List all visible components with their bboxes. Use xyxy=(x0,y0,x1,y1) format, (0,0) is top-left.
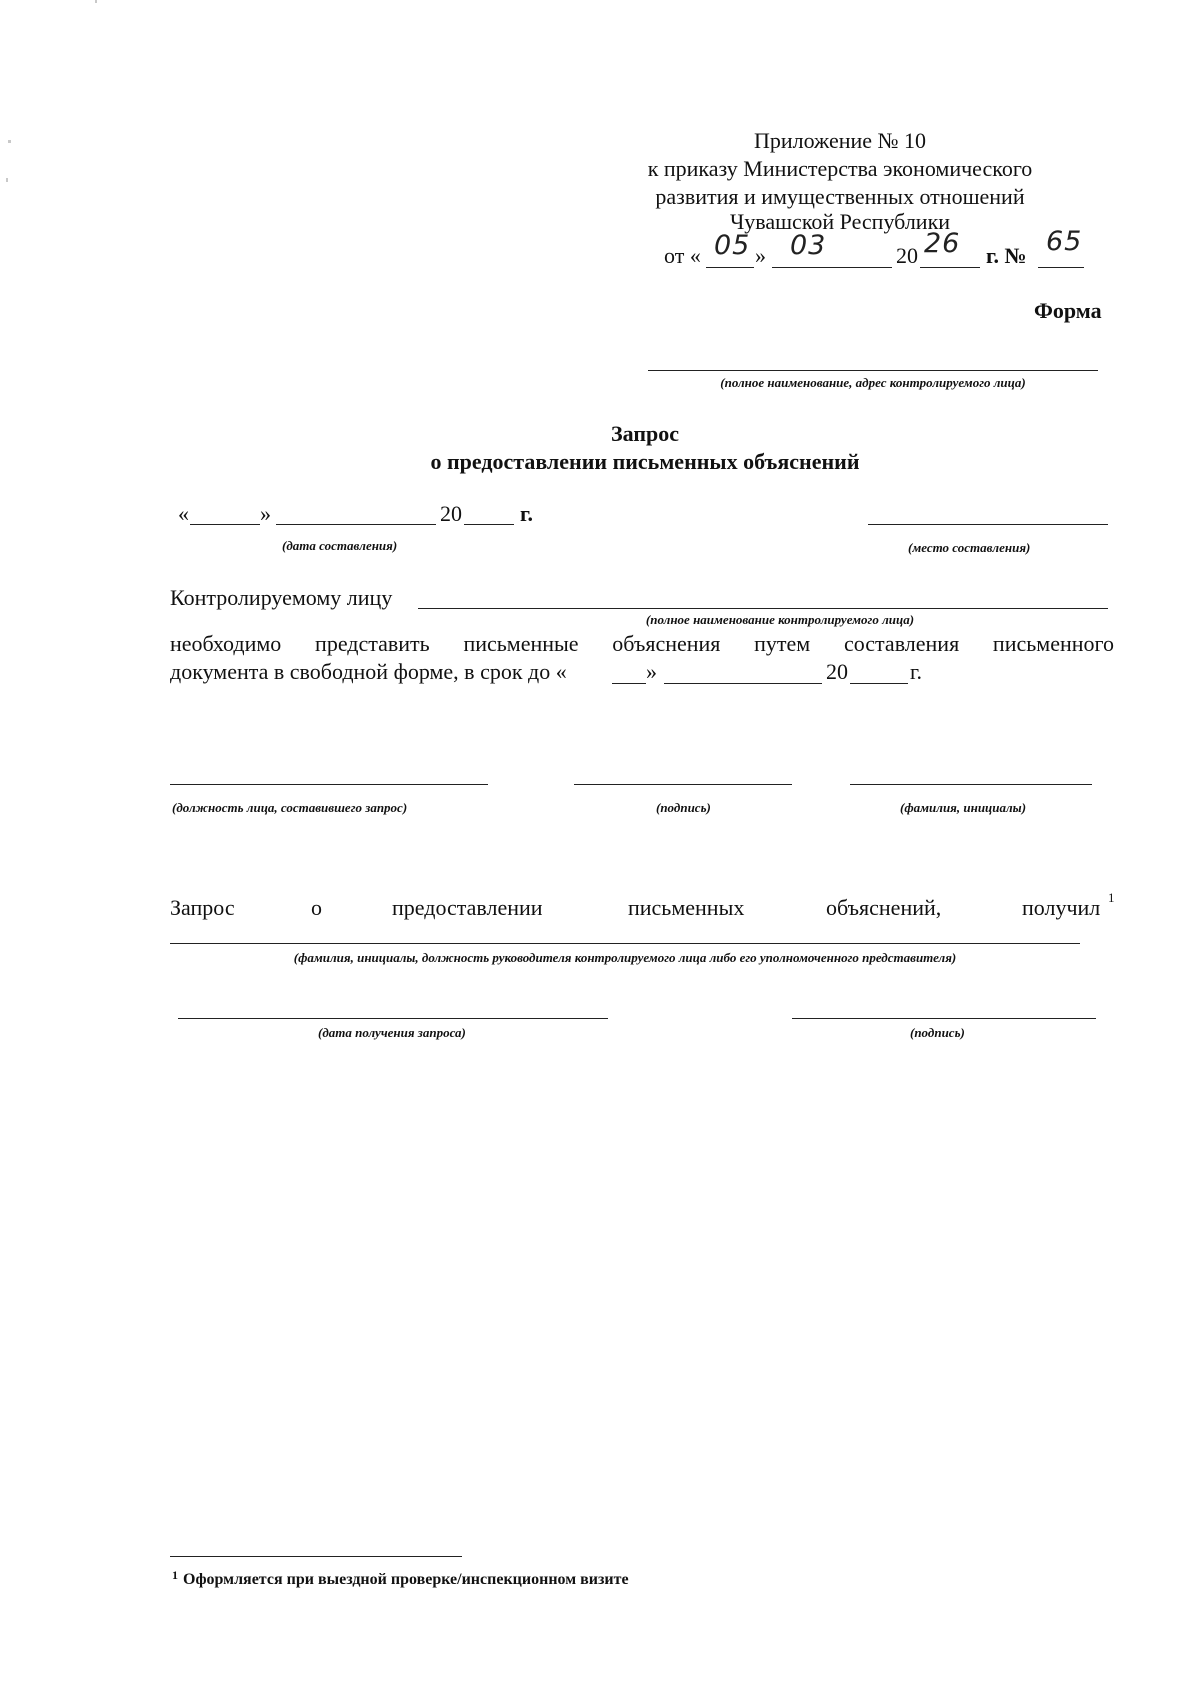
received-word-explanations: объяснений, xyxy=(826,895,942,920)
received-word-received: получил xyxy=(1022,895,1101,920)
order-number-line xyxy=(1038,267,1084,268)
order-year-prefix: 20 xyxy=(896,243,918,268)
deadline-year-line xyxy=(850,683,908,684)
received-word-written: письменных xyxy=(628,895,745,920)
received-word-provision: предоставлении xyxy=(392,895,543,920)
order-day-line xyxy=(706,267,754,268)
receipt-date-line xyxy=(178,1018,608,1019)
date-year-prefix: 20 xyxy=(440,501,462,526)
deadline-day-line xyxy=(612,683,646,684)
document-subtitle: о предоставлении письменных объяснений xyxy=(430,449,860,474)
place-line xyxy=(868,524,1108,525)
scan-speck xyxy=(6,178,8,182)
paragraph-line-2-text: документа в свободной форме, в срок до « xyxy=(170,659,567,684)
order-date-prefix: от « xyxy=(664,243,701,268)
author-signature-line xyxy=(574,784,792,785)
date-close-quote: » xyxy=(260,501,271,526)
annex-order-line: к приказу Министерства экономического xyxy=(647,156,1033,181)
author-position-line xyxy=(170,784,488,785)
addressee-line xyxy=(648,370,1098,371)
footnote-text: Оформляется при выездной проверке/инспекционном визите xyxy=(183,1571,629,1588)
date-month-line xyxy=(276,524,436,525)
author-name-caption: (фамилия, инициалы) xyxy=(900,800,1027,815)
deadline-month-line xyxy=(664,683,822,684)
date-caption: (дата составления) xyxy=(282,538,398,553)
paragraph-line-1: необходимо представить письменные объяснения путем составления письменного xyxy=(170,631,1114,656)
order-month-handwritten: 03 xyxy=(790,230,827,261)
receiver-caption: (фамилия, инициалы, должность руководителя контролируемого лица либо его уполномоченного представителя) xyxy=(293,950,957,965)
author-position-caption: (должность лица, составившего запрос) xyxy=(172,800,408,815)
deadline-year-suffix: г. xyxy=(910,659,923,684)
author-name-line xyxy=(850,784,1092,785)
date-year-suffix: г. xyxy=(520,501,534,526)
deadline-close-quote: » xyxy=(646,659,657,684)
scan-speck xyxy=(95,0,97,3)
controlled-person-label: Контролируемому лицу xyxy=(170,585,393,610)
footnote-mark: 1 xyxy=(172,1568,178,1582)
received-footnote-mark: 1 xyxy=(1108,890,1115,905)
received-word-request: Запрос xyxy=(170,895,235,920)
receipt-signature-caption: (подпись) xyxy=(910,1025,965,1040)
scan-speck xyxy=(8,140,11,143)
order-day-close: » xyxy=(755,243,766,268)
footnote-separator xyxy=(170,1556,462,1557)
order-month-line xyxy=(772,267,892,268)
annex-ministry-line: развития и имущественных отношений xyxy=(655,184,1025,209)
author-signature-caption: (подпись) xyxy=(656,800,711,815)
order-day-handwritten: 05 xyxy=(714,230,751,261)
order-year-line xyxy=(920,267,980,268)
received-word-about: о xyxy=(311,895,322,920)
place-caption: (место составления) xyxy=(908,540,1031,555)
document-title: Запрос xyxy=(611,421,679,446)
order-year-handwritten: 26 xyxy=(924,228,961,259)
order-number-handwritten: 65 xyxy=(1046,226,1083,257)
controlled-person-caption: (полное наименование контролируемого лица) xyxy=(645,612,915,627)
addressee-caption: (полное наименование, адрес контролируемого лица) xyxy=(720,375,1026,390)
form-label: Форма xyxy=(1034,298,1102,323)
order-number-prefix: г. № xyxy=(986,243,1027,268)
receipt-signature-line xyxy=(792,1018,1096,1019)
annex-number: Приложение № 10 xyxy=(753,128,927,153)
deadline-year-prefix: 20 xyxy=(826,659,848,684)
receipt-date-caption: (дата получения запроса) xyxy=(318,1025,466,1040)
date-day-line xyxy=(190,524,260,525)
annex-republic-line: Чувашской Республики xyxy=(729,209,951,234)
date-year-line xyxy=(464,524,514,525)
date-open-quote: « xyxy=(178,501,189,526)
controlled-person-line xyxy=(418,608,1108,609)
receiver-line xyxy=(170,943,1080,944)
